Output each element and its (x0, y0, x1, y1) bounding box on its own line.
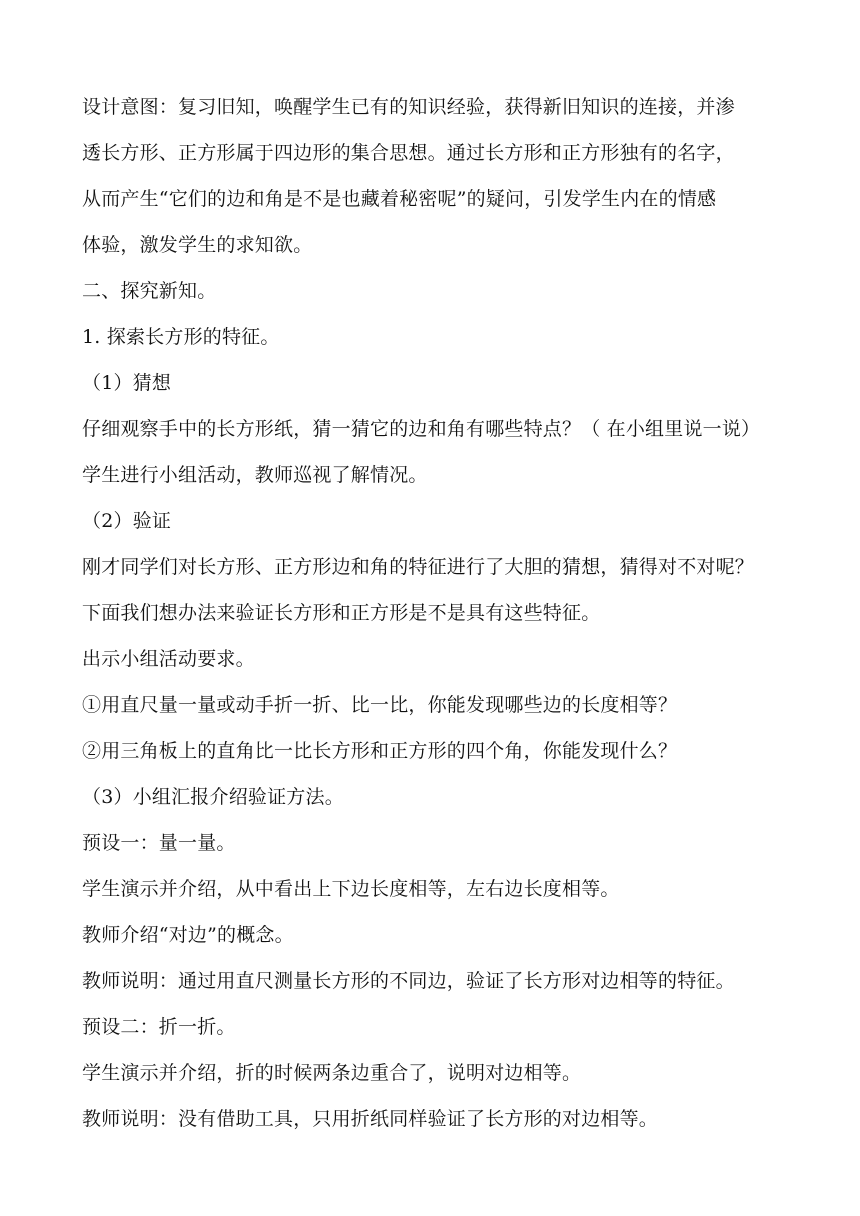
design-intent-line-1: 设计意图：复习旧知，唤醒学生已有的知识经验，获得新旧知识的连接，并渗 (82, 96, 735, 118)
paragraph-line: 出示小组活动要求。 (82, 648, 255, 670)
subsection-heading: 1. 探索长方形的特征。 (82, 326, 280, 348)
preset-heading-1: 预设一：量一量。 (82, 832, 236, 854)
step-heading-guess: （1）猜想 (82, 372, 172, 394)
activity-requirement-1: ①用直尺量一量或动手折一折、比一比，你能发现哪些边的长度相等？ (82, 694, 678, 716)
design-intent-line-2: 透长方形、正方形属于四边形的集合思想。通过长方形和正方形独有的名字， (82, 142, 735, 164)
activity-requirement-2: ②用三角板上的直角比一比长方形和正方形的四个角，你能发现什么？ (82, 740, 678, 762)
paragraph-line: 学生演示并介绍，折的时候两条边重合了，说明对边相等。 (82, 1062, 582, 1084)
paragraph-line: 教师说明：没有借助工具，只用折纸同样验证了长方形的对边相等。 (82, 1108, 659, 1130)
paragraph-line: 刚才同学们对长方形、正方形边和角的特征进行了大胆的猜想，猜得对不对呢？ (82, 556, 755, 578)
design-intent-line-3: 从而产生“它们的边和角是不是也藏着秘密呢”的疑问，引发学生内在的情感 (82, 188, 717, 210)
paragraph-line: 教师介绍“对边”的概念。 (82, 924, 294, 946)
paragraph-line: 下面我们想办法来验证长方形和正方形是不是具有这些特征。 (82, 602, 601, 624)
step-heading-verify: （2）验证 (82, 510, 172, 532)
paragraph-line: 仔细观察手中的长方形纸，猜一猜它的边和角有哪些特点？（ 在小组里说一说） (82, 418, 761, 440)
section-heading: 二、探究新知。 (82, 280, 217, 302)
paragraph-line: 教师说明：通过用直尺测量长方形的不同边，验证了长方形对边相等的特征。 (82, 970, 735, 992)
document-body (82, 84, 782, 1142)
paragraph-line: 学生演示并介绍，从中看出上下边长度相等，左右边长度相等。 (82, 878, 620, 900)
preset-heading-2: 预设二：折一折。 (82, 1016, 236, 1038)
step-heading-report: （3）小组汇报介绍验证方法。 (82, 786, 344, 808)
design-intent-line-4: 体验，激发学生的求知欲。 (82, 234, 313, 256)
paragraph-line: 学生进行小组活动，教师巡视了解情况。 (82, 464, 428, 486)
